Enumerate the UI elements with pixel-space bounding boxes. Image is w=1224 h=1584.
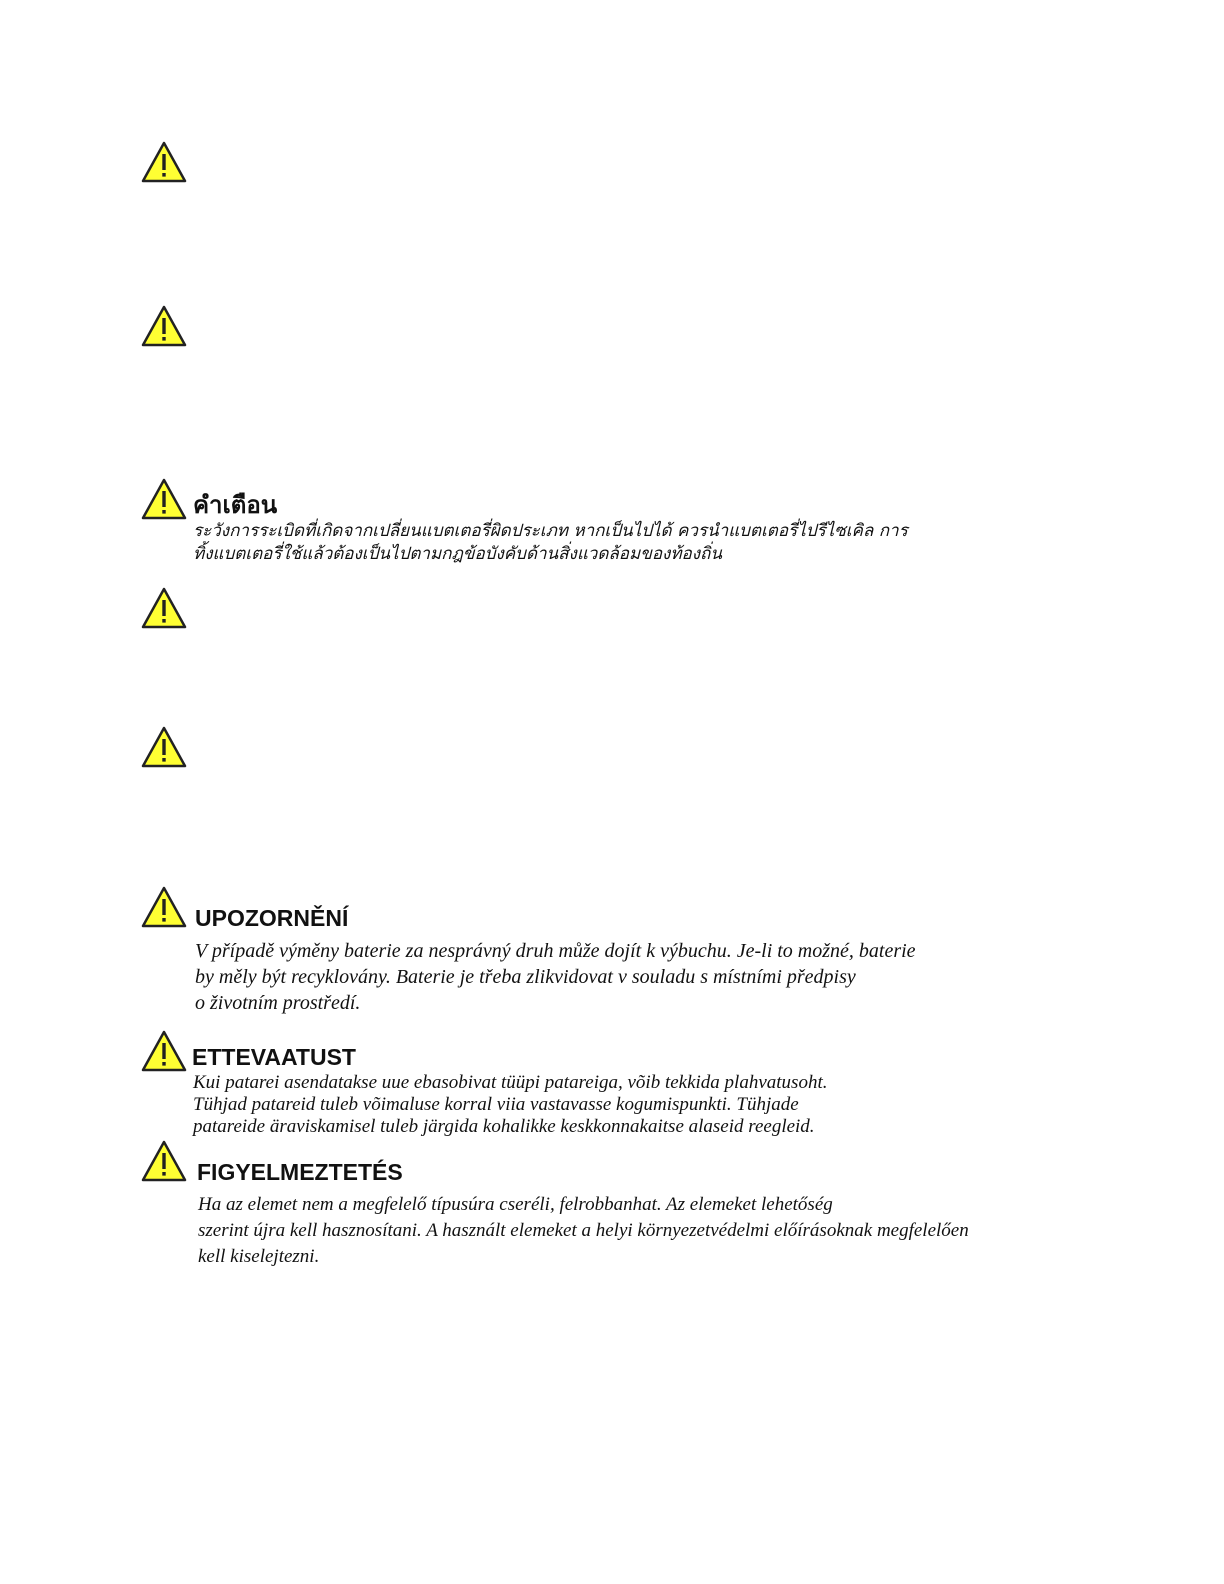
warning-line: Tühjad patareid tuleb võimaluse korral viia vastavasse kogumispunkti. Tühjade [193,1094,799,1115]
warning-triangle-icon [141,305,187,347]
warning-triangle-icon [141,1030,187,1072]
warning-line: V případě výměny baterie za nesprávný druh může dojít k výbuchu. Je-li to možné, baterie [195,940,916,962]
warning-triangle-icon [141,587,187,629]
warning-text-czech [195,938,916,1016]
warning-line: o životním prostředí. [195,992,361,1014]
warning-line: Ha az elemet nem a megfelelő típusúra cseréli, felrobbanhat. Az elemeket lehetőség [198,1194,833,1215]
warning-line: patareide äraviskamisel tuleb järgida kohalikke keskkonnakaitse alaseid reegleid. [193,1116,815,1137]
warning-line: ระวังการระเบิดที่เกิดจากเปลี่ยนแบตเตอรี่ผิดประเภท หากเป็นไปได้ ควรนำแบตเตอรี่ไปรีไซเคิล การ [193,521,908,541]
warning-triangle-icon [141,141,187,183]
warning-triangle-icon [141,1140,187,1182]
warning-title-hungarian: FIGYELMEZTETÉS [197,1159,403,1185]
warning-line: Kui patarei asendatakse uue ebasobivat tüüpi patareiga, võib tekkida plahvatusoht. [193,1072,828,1093]
warning-triangle-icon [141,726,187,768]
warning-triangle-icon [141,478,187,520]
warning-line: by měly být recyklovány. Baterie je třeba zlikvidovat v souladu s místními předpisy [195,966,856,988]
warning-title-czech: UPOZORNĚNÍ [195,905,349,931]
warning-title-thai: คำเตือน [193,491,278,519]
warning-text-estonian [193,1072,827,1138]
warning-triangle-icon [141,886,187,928]
warning-title-estonian: ETTEVAATUST [192,1044,356,1070]
warning-text-hungarian [198,1192,969,1270]
warning-text-thai [193,520,908,566]
warning-line: ทิ้งแบตเตอรี่ใช้แล้วต้องเป็นไปตามกฎข้อบังคับด้านสิ่งแวดล้อมของท้องถิ่น [193,544,722,564]
warning-line: kell kiselejtezni. [198,1246,320,1267]
warning-line: szerint újra kell hasznosítani. A használt elemeket a helyi környezetvédelmi előírásoknak megfelelően [198,1220,969,1241]
